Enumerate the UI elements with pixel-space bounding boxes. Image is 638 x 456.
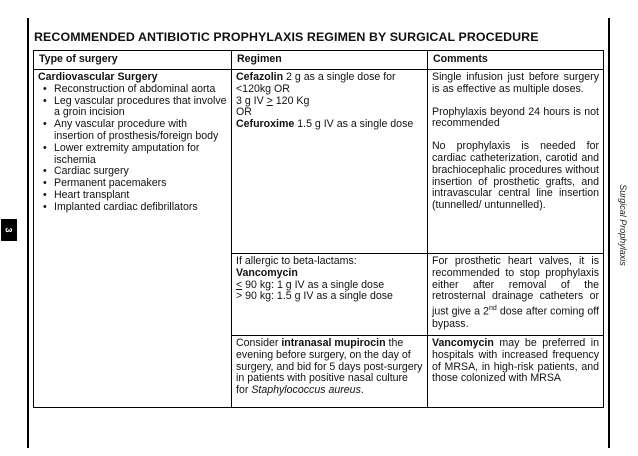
procedure-list <box>38 84 227 214</box>
comment-paragraph: Prophylaxis beyond 24 hours is not recommended <box>432 105 599 130</box>
list-item: • Cardiac surgery <box>38 166 227 178</box>
regimen-paragraph <box>236 338 423 397</box>
list-item: • Leg vascular procedures that involve a groin incision <box>38 96 227 120</box>
regimen-text: 120 Kg <box>275 94 310 107</box>
right-margin-rule <box>608 18 610 448</box>
drug-name-cefazolin: Cefazolin <box>236 71 284 83</box>
list-item: • Reconstruction of abdominal aorta <box>38 84 227 96</box>
regimen-text: Consider <box>236 337 279 349</box>
regimen-text: 90 kg: 1 g IV as a single dose <box>245 278 385 291</box>
side-section-label: Surgical Prophylaxis <box>618 184 629 266</box>
comment-paragraph: No prophylaxis is needed for cardiac catheterization, carotid and brachiocephalic procedures without insertion of prosthetic grafts, and intravascular central line insertion (tunnelled/ untunnelled). <box>432 140 599 212</box>
drug-name-mupirocin: intranasal mupirocin <box>281 337 386 349</box>
lte-symbol: < <box>236 278 243 291</box>
header-regimen: Regimen <box>232 51 428 70</box>
regimen-cell-vancomycin <box>232 254 428 336</box>
list-item: • Lower extremity amputation for ischemia <box>38 143 227 167</box>
regimen-line: <120kg OR <box>236 82 290 95</box>
regimen-text: . <box>360 384 364 397</box>
regimen-text: 1.5 g IV as a single dose <box>297 118 414 131</box>
surgery-type-cell <box>34 70 232 408</box>
regimen-text: 3 g IV <box>236 94 264 107</box>
list-item: • Implanted cardiac defibrillators <box>38 202 227 214</box>
header-comments: Comments <box>428 51 604 70</box>
table-header-row <box>34 51 604 70</box>
regimen-cell-cefazolin <box>232 70 428 254</box>
comments-cell-general <box>428 70 604 254</box>
regimen-text: the evening before surgery, on the day of surgery, and bid for 5 days post-surgery in patients with positive nasal culture for <box>236 337 423 397</box>
side-section-tab <box>612 120 634 330</box>
surgery-type-title: Cardiovascular Surgery <box>38 71 158 83</box>
prophylaxis-table <box>33 50 604 408</box>
page-title: RECOMMENDED ANTIBIOTIC PROPHYLAXIS REGIMEN BY SURGICAL PROCEDURE <box>34 30 539 44</box>
list-item: • Permanent pacemakers <box>38 178 227 190</box>
comment-text: For prosthetic heart valves, it is recommended to stop prophylaxis either after removal of the retrosternal drainage catheters or just give a 2 <box>432 255 599 318</box>
comment-paragraph: Single infusion just before surgery is as effective as multiple doses. <box>432 71 599 95</box>
regimen-cell-mupirocin <box>232 336 428 408</box>
regimen-line <box>236 96 423 108</box>
comment-paragraph <box>432 256 599 330</box>
comment-paragraph <box>432 338 599 385</box>
chapter-tab <box>1 219 17 241</box>
ordinal-suffix: nd <box>488 305 497 313</box>
organism-name: Staphylococcus aureus <box>251 384 361 397</box>
left-margin-rule <box>27 18 29 448</box>
drug-name-vancomycin-comment: Vancomycin <box>432 337 494 349</box>
comments-cell-prosthetic-valves <box>428 254 604 336</box>
regimen-text: 2 g as a single dose for <box>286 71 396 83</box>
drug-name-vancomycin: Vancomycin <box>236 266 298 279</box>
comment-text: may be preferred in hospitals with increased frequency of MRSA, in high-risk patients, and those colonized with MRSA <box>432 337 600 385</box>
regimen-line <box>236 119 423 131</box>
gte-symbol: > <box>266 94 273 107</box>
comments-cell-mrsa <box>428 336 604 408</box>
chapter-number: 3 <box>3 227 14 233</box>
regimen-line: If allergic to beta-lactams: <box>236 255 357 267</box>
drug-name-cefuroxime: Cefuroxime <box>236 118 295 131</box>
list-item: • Any vascular procedure with insertion of prosthesis/foreign body <box>38 119 227 143</box>
comment-text: dose after coming off bypass. <box>432 305 599 330</box>
regimen-line: OR <box>236 106 252 119</box>
header-type-of-surgery: Type of surgery <box>34 51 232 70</box>
regimen-line: > 90 kg: 1.5 g IV as a single dose <box>236 290 393 303</box>
list-item: • Heart transplant <box>38 190 227 202</box>
table-row <box>34 70 604 254</box>
